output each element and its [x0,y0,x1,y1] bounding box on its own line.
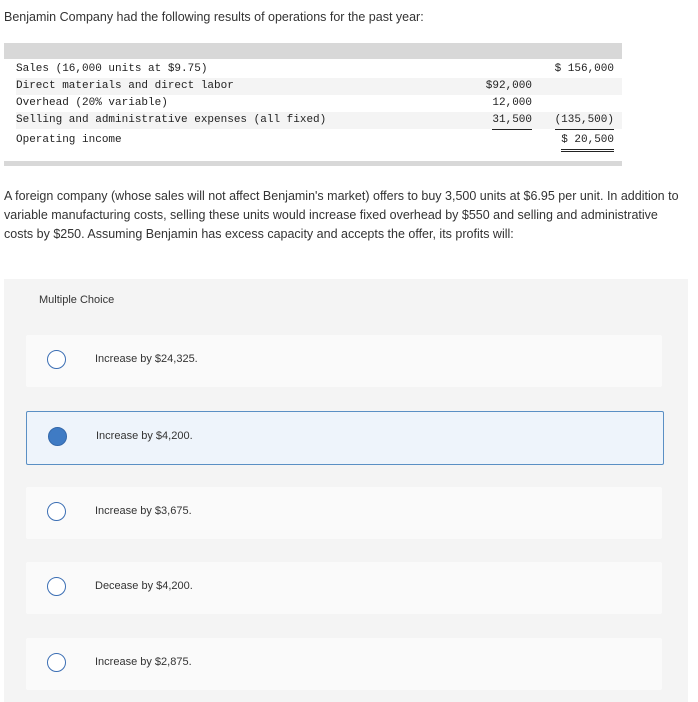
choice-option[interactable] [26,562,662,614]
row-label: Sales (16,000 units at $9.75) [16,63,208,75]
table-top-band [4,43,622,59]
radio-button-icon[interactable] [47,653,66,672]
choice-label: Increase by $2,875. [95,656,192,668]
table-row-selling-admin [16,112,622,129]
question-text: A foreign company (whose sales will not affect Benjamin's market) offers to buy 3,500 units at $6.95 per unit. In addition to variable manufacturing costs, selling these units would increase fixed overhead by $550 and selling and administrative costs by $250. Assuming Benjamin has excess capacity and accepts the offer, its profits will: [4,189,679,241]
table-body [4,59,622,161]
row-col1: $92,000 [485,80,532,92]
choice-option-selected[interactable] [26,411,664,465]
choice-label: Increase by $4,200. [96,430,193,442]
row-col2: $ 156,000 [554,63,614,75]
choice-label: Decease by $4,200. [95,580,193,592]
table-row-overhead [16,95,622,112]
table-bottom-band [4,161,622,166]
row-col1: 31,500 [492,112,532,130]
row-label: Selling and administrative expenses (all fixed) [16,114,327,126]
radio-button-icon[interactable] [47,502,66,521]
row-label: Direct materials and direct labor [16,80,234,92]
choice-option[interactable] [26,638,662,690]
choice-option[interactable] [26,487,662,539]
row-col1: 12,000 [492,97,532,109]
intro-text: Benjamin Company had the following results of operations for the past year: [4,10,424,24]
choice-label: Increase by $24,325. [95,353,198,365]
row-label: Overhead (20% variable) [16,97,168,109]
choice-option[interactable] [26,335,662,387]
radio-button-icon[interactable] [47,350,66,369]
table-row-sales [16,61,622,78]
row-col2: $ 20,500 [561,132,614,152]
row-label: Operating income [16,134,122,146]
row-col2: (135,500) [555,112,614,130]
radio-button-icon[interactable] [47,577,66,596]
choice-label: Increase by $3,675. [95,505,192,517]
multiple-choice-panel [4,279,688,702]
radio-button-selected-icon[interactable] [48,427,67,446]
multiple-choice-header: Multiple Choice [39,294,115,306]
income-statement-table [4,43,622,166]
table-row-operating-income [16,132,622,149]
table-row-direct-materials [16,78,622,95]
